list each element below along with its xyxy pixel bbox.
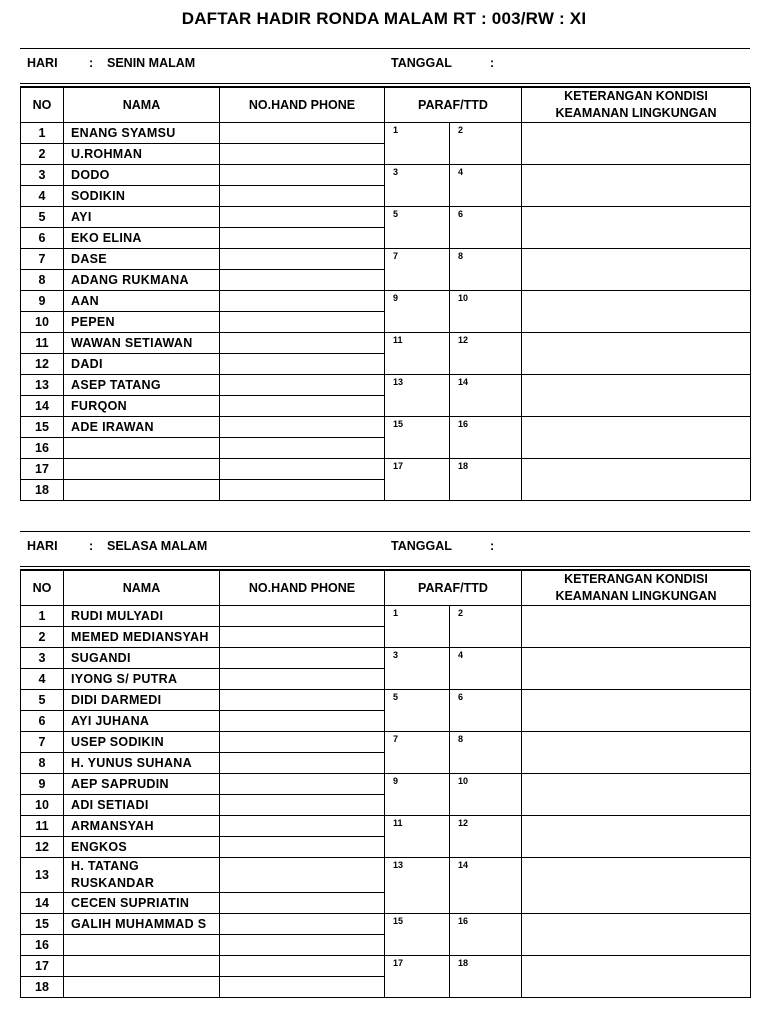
table-row [21,249,751,270]
phone-cell[interactable] [220,396,385,417]
member-name: ENANG SYAMSU [64,123,220,144]
row-number: 13 [21,858,64,893]
member-name [64,977,220,998]
keterangan-cell[interactable] [522,732,751,774]
table-row [21,690,751,711]
member-name: PEPEN [64,312,220,333]
signature-cell[interactable]: 1 [385,123,450,165]
col-header-nama: NAMA [64,571,220,606]
col-header-phone: NO.HAND PHONE [220,571,385,606]
member-name: SUGANDI [64,648,220,669]
col-header-no: NO [21,88,64,123]
day-header [20,48,750,83]
keterangan-line-1: KETERANGAN KONDISI [564,89,708,103]
hari-colon: : [89,56,94,70]
col-header-paraf: PARAF/TTD [385,88,522,123]
member-name: EKO ELINA [64,228,220,249]
row-number: 2 [21,627,64,648]
signature-cell[interactable]: 14 [450,858,522,914]
col-header-paraf: PARAF/TTD [385,571,522,606]
signature-cell[interactable]: 6 [450,690,522,732]
signature-cell[interactable]: 7 [385,249,450,291]
signature-cell[interactable]: 9 [385,774,450,816]
member-name: ASEP TATANG [64,375,220,396]
member-name: DIDI DARMEDI [64,690,220,711]
phone-cell[interactable] [220,732,385,753]
phone-cell[interactable] [220,228,385,249]
phone-cell[interactable] [220,480,385,501]
phone-cell[interactable] [220,795,385,816]
table-row [21,459,751,480]
row-number: 5 [21,690,64,711]
row-number: 10 [21,312,64,333]
row-number: 17 [21,956,64,977]
signature-cell[interactable]: 5 [385,207,450,249]
member-name: H. YUNUS SUHANA [64,753,220,774]
row-number: 1 [21,606,64,627]
member-name [64,956,220,977]
table-row [21,123,751,144]
phone-cell[interactable] [220,438,385,459]
phone-cell[interactable] [220,207,385,228]
row-number: 4 [21,669,64,690]
row-number: 7 [21,249,64,270]
row-number: 17 [21,459,64,480]
keterangan-cell[interactable] [522,606,751,648]
phone-cell[interactable] [220,711,385,732]
phone-cell[interactable] [220,459,385,480]
signature-cell[interactable]: 6 [450,207,522,249]
keterangan-cell[interactable] [522,858,751,914]
member-name: IYONG S/ PUTRA [64,669,220,690]
phone-cell[interactable] [220,816,385,837]
member-name: SODIKIN [64,186,220,207]
signature-cell[interactable]: 2 [450,606,522,648]
member-name: AYI JUHANA [64,711,220,732]
member-name: CECEN SUPRIATIN [64,893,220,914]
hari-value: SELASA MALAM [107,539,208,553]
row-number: 14 [21,396,64,417]
signature-cell[interactable]: 17 [385,956,450,998]
phone-cell[interactable] [220,144,385,165]
attendance-section-tuesday [20,531,750,998]
keterangan-line-2: KEAMANAN LINGKUNGAN [555,589,717,603]
member-name: ADI SETIADI [64,795,220,816]
table-row [21,914,751,935]
table-row [21,207,751,228]
signature-cell[interactable]: 10 [450,291,522,333]
row-number: 13 [21,375,64,396]
row-number: 3 [21,648,64,669]
signature-cell[interactable]: 14 [450,375,522,417]
phone-cell[interactable] [220,249,385,270]
phone-cell[interactable] [220,270,385,291]
member-name [64,935,220,956]
row-number: 18 [21,480,64,501]
phone-cell[interactable] [220,893,385,914]
table-row [21,291,751,312]
signature-cell[interactable]: 8 [450,249,522,291]
row-number: 16 [21,935,64,956]
row-number: 1 [21,123,64,144]
table-row [21,333,751,354]
member-name [64,459,220,480]
member-name: FURQON [64,396,220,417]
signature-cell[interactable]: 3 [385,165,450,207]
row-number: 15 [21,914,64,935]
signature-cell[interactable]: 16 [450,914,522,956]
keterangan-cell[interactable] [522,690,751,732]
signature-cell[interactable]: 11 [385,333,450,375]
tanggal-label: TANGGAL [391,539,452,553]
member-name: WAWAN SETIAWAN [64,333,220,354]
phone-cell[interactable] [220,935,385,956]
keterangan-cell[interactable] [522,333,751,375]
member-name: MEMED MEDIANSYAH [64,627,220,648]
phone-cell[interactable] [220,606,385,627]
member-name: USEP SODIKIN [64,732,220,753]
table-row [21,648,751,669]
member-name [64,480,220,501]
signature-cell[interactable]: 2 [450,123,522,165]
attendance-table [20,87,751,501]
row-number: 6 [21,711,64,732]
signature-cell[interactable]: 13 [385,375,450,417]
signature-cell[interactable]: 12 [450,333,522,375]
signature-cell[interactable]: 12 [450,816,522,858]
keterangan-cell[interactable] [522,249,751,291]
phone-cell[interactable] [220,123,385,144]
keterangan-cell[interactable] [522,816,751,858]
keterangan-cell[interactable] [522,207,751,249]
signature-cell[interactable]: 7 [385,732,450,774]
col-header-phone: NO.HAND PHONE [220,88,385,123]
member-name: ADE IRAWAN [64,417,220,438]
signature-cell[interactable]: 1 [385,606,450,648]
attendance-table [20,570,751,998]
tanggal-colon: : [490,56,495,70]
row-number: 11 [21,816,64,837]
phone-cell[interactable] [220,291,385,312]
keterangan-cell[interactable] [522,291,751,333]
phone-cell[interactable] [220,312,385,333]
keterangan-cell[interactable] [522,914,751,956]
phone-cell[interactable] [220,956,385,977]
row-number: 6 [21,228,64,249]
signature-cell[interactable]: 18 [450,459,522,501]
row-number: 3 [21,165,64,186]
keterangan-cell[interactable] [522,375,751,417]
phone-cell[interactable] [220,186,385,207]
col-header-keterangan [522,571,751,606]
member-name: GALIH MUHAMMAD S [64,914,220,935]
member-name: DODO [64,165,220,186]
row-number: 12 [21,837,64,858]
signature-cell[interactable]: 18 [450,956,522,998]
row-number: 9 [21,774,64,795]
phone-cell[interactable] [220,627,385,648]
row-number: 18 [21,977,64,998]
tanggal-label: TANGGAL [391,56,452,70]
phone-cell[interactable] [220,774,385,795]
keterangan-line-2: KEAMANAN LINGKUNGAN [555,106,717,120]
row-number: 12 [21,354,64,375]
tanggal-colon: : [490,539,495,553]
signature-cell[interactable]: 8 [450,732,522,774]
signature-cell[interactable]: 15 [385,914,450,956]
table-row [21,375,751,396]
signature-cell[interactable]: 10 [450,774,522,816]
phone-cell[interactable] [220,858,385,893]
member-name: U.ROHMAN [64,144,220,165]
keterangan-cell[interactable] [522,459,751,501]
keterangan-cell[interactable] [522,956,751,998]
keterangan-cell[interactable] [522,165,751,207]
phone-cell[interactable] [220,354,385,375]
signature-cell[interactable]: 13 [385,858,450,914]
phone-cell[interactable] [220,753,385,774]
phone-cell[interactable] [220,914,385,935]
phone-cell[interactable] [220,837,385,858]
table-row [21,165,751,186]
member-name: ENGKOS [64,837,220,858]
member-name: DASE [64,249,220,270]
attendance-section-monday [20,48,750,501]
member-name [64,438,220,459]
signature-cell[interactable]: 11 [385,816,450,858]
phone-cell[interactable] [220,165,385,186]
hari-label: HARI [27,539,58,553]
row-number: 15 [21,417,64,438]
keterangan-cell[interactable] [522,123,751,165]
row-number: 4 [21,186,64,207]
signature-cell[interactable]: 5 [385,690,450,732]
row-number: 14 [21,893,64,914]
page-title: DAFTAR HADIR RONDA MALAM RT : 003/RW : XI [181,9,587,28]
phone-cell[interactable] [220,333,385,354]
signature-cell[interactable]: 16 [450,417,522,459]
member-name: AEP SAPRUDIN [64,774,220,795]
table-row [21,732,751,753]
row-number: 10 [21,795,64,816]
member-name: RUDI MULYADI [64,606,220,627]
row-number: 2 [21,144,64,165]
keterangan-cell[interactable] [522,648,751,690]
row-number: 11 [21,333,64,354]
member-name: AAN [64,291,220,312]
signature-cell[interactable]: 17 [385,459,450,501]
member-name: DADI [64,354,220,375]
phone-cell[interactable] [220,648,385,669]
phone-cell[interactable] [220,690,385,711]
keterangan-cell[interactable] [522,417,751,459]
phone-cell[interactable] [220,977,385,998]
row-number: 8 [21,753,64,774]
signature-cell[interactable]: 15 [385,417,450,459]
member-name: ARMANSYAH [64,816,220,837]
table-row [21,816,751,837]
keterangan-cell[interactable] [522,774,751,816]
hari-colon: : [89,539,94,553]
table-row [21,774,751,795]
table-row [21,956,751,977]
table-row [21,858,751,893]
keterangan-line-1: KETERANGAN KONDISI [564,572,708,586]
phone-cell[interactable] [220,669,385,690]
row-number: 8 [21,270,64,291]
col-header-no: NO [21,571,64,606]
table-row [21,417,751,438]
hari-value: SENIN MALAM [107,56,196,70]
phone-cell[interactable] [220,375,385,396]
signature-cell[interactable]: 9 [385,291,450,333]
hari-label: HARI [27,56,58,70]
col-header-nama: NAMA [64,88,220,123]
signature-cell[interactable]: 4 [450,648,522,690]
col-header-keterangan [522,88,751,123]
row-number: 9 [21,291,64,312]
row-number: 16 [21,438,64,459]
member-name: AYI [64,207,220,228]
signature-cell[interactable]: 4 [450,165,522,207]
member-name: ADANG RUKMANA [64,270,220,291]
table-row [21,606,751,627]
row-number: 5 [21,207,64,228]
member-name: H. TATANG RUSKANDAR [64,858,220,893]
row-number: 7 [21,732,64,753]
day-header [20,531,750,566]
phone-cell[interactable] [220,417,385,438]
signature-cell[interactable]: 3 [385,648,450,690]
